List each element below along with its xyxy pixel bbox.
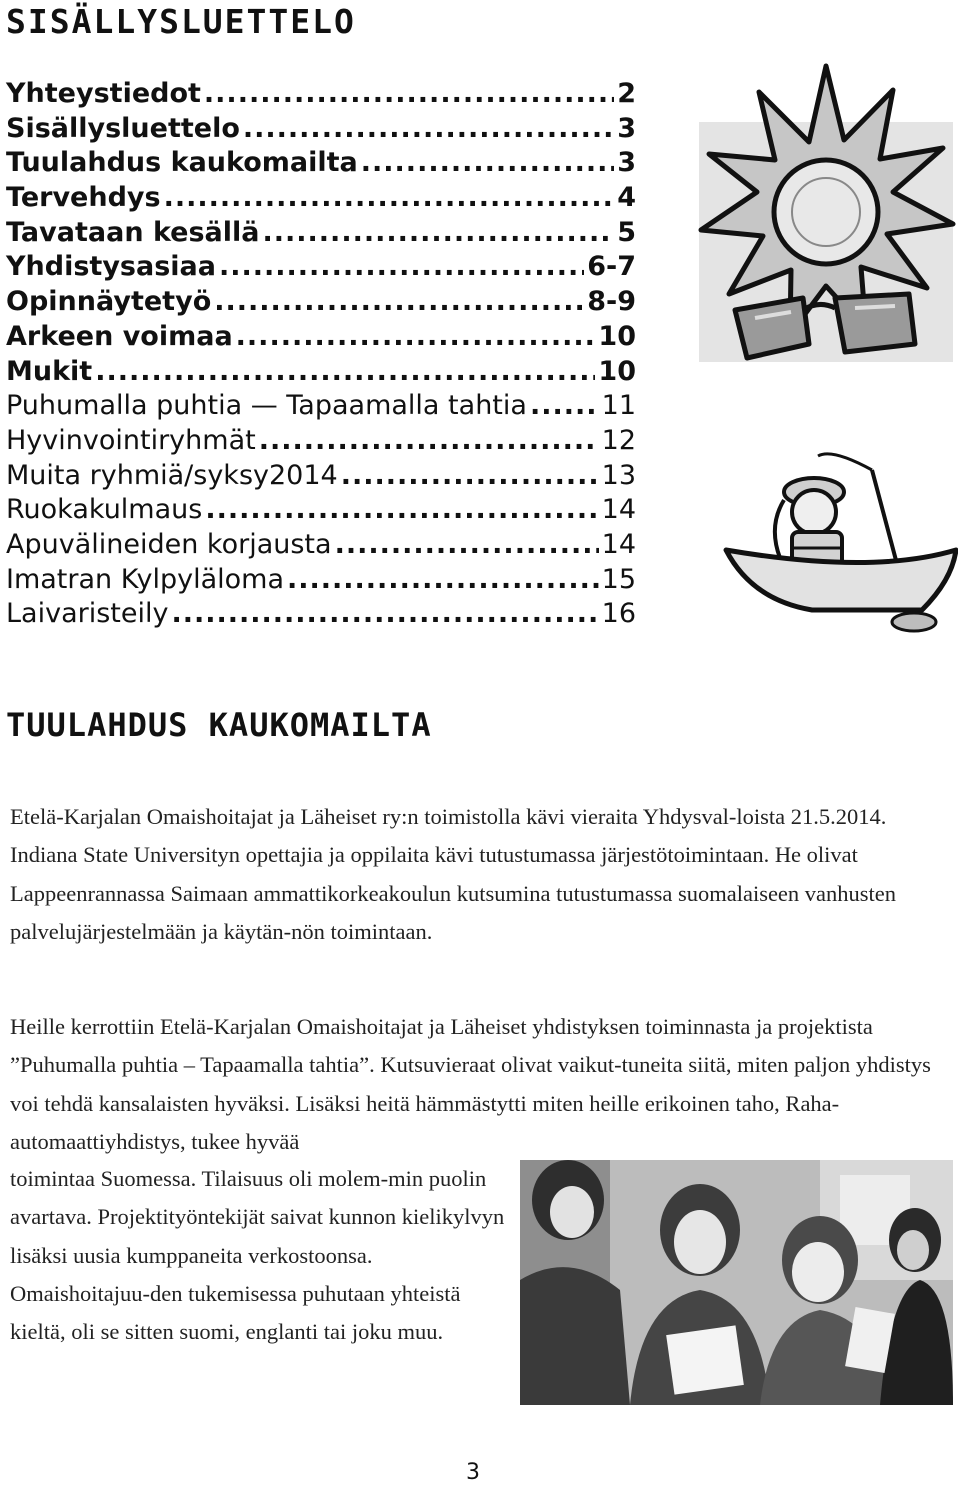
toc-entry-page: 14 [601,528,636,560]
toc-entry [6,147,636,182]
toc-entry-page: 12 [601,424,636,456]
article-paragraph: toimintaa Suomessa. Tilaisuus oli molem-min puolin avartava. Projektityöntekijät saivat kunnon kielikylvyn lisäksi uusia kumppaneita verkostoonsa. Omaishoitajuu-den tukemisessa puhutaan yhteistä kieltä, oli se sitten suomi, englanti tai joku muu. [10,1166,505,1345]
toc-entry [6,78,636,113]
article-paragraph: Etelä-Karjalan Omaishoitajat ja Läheiset ry:n toimistolla kävi vieraita Yhdysval-loista 21.5.2014. Indiana State Universityn opettajia ja oppilaita kävi tutustumassa järjestötoimintaan. He olivat Lappeenrannassa Saimaan ammattikorkeakoulun kutsumina tutustumassa suomalaiseen vanhusten palvelujärjestelmään ja käytän-nön toimintaan. [10,804,897,944]
fishing-boat-illustration [722,440,958,636]
toc-entry [6,356,636,391]
toc-entry [6,529,636,564]
toc-entry-title: Arkeen voimaa [6,320,233,352]
toc-entry-page: 3 [617,112,636,144]
toc-entry [6,598,636,633]
toc-entry-title: Yhdistysasiaa [6,251,216,283]
toc-heading: SISÄLLYSLUETTELO [6,2,356,41]
toc-entry-page: 4 [617,182,636,214]
toc-entry-title: Ruokakulmaus [6,494,203,526]
article-heading: TUULAHDUS KAUKOMAILTA [6,706,432,744]
toc-entry [6,182,636,217]
toc-entry [6,564,636,599]
toc-entry-page: 13 [601,459,636,491]
toc-entry [6,251,636,286]
toc-entry [6,113,636,148]
toc-entry-title: Tavataan kesällä [6,216,260,248]
toc-entry-title: Muita ryhmiä/syksy2014 [6,459,338,491]
toc-entry [6,321,636,356]
toc-entry [6,217,636,252]
toc-entry-title: Sisällysluettelo [6,112,240,144]
toc-entry-title: Laivaristeily [6,598,169,630]
toc-entry-title: Opinnäytetyö [6,286,212,318]
toc-entry-title: Apuvälineiden korjausta [6,528,332,560]
visitors-photo [520,1160,953,1405]
toc-entry-title: Tervehdys [6,182,161,214]
toc-entry-page: 10 [598,320,636,352]
toc-entry [6,494,636,529]
toc-entry-page: 8-9 [587,286,636,318]
toc-entry-page: 11 [601,390,636,422]
toc-entry-page: 15 [601,563,636,595]
page-number: 3 [466,1460,480,1485]
toc-entry [6,425,636,460]
toc-entry [6,286,636,321]
toc-entry-page: 16 [601,598,636,630]
toc-entry-title: Hyvinvointiryhmät [6,424,256,456]
toc-entry-title: Mukit [6,355,93,387]
toc-entry-page: 3 [617,147,636,179]
toc-entry-page: 14 [601,494,636,526]
toc-entry [6,390,636,425]
table-of-contents [6,78,636,633]
toc-entry [6,460,636,495]
toc-entry-title: Yhteystiedot [6,78,201,109]
toc-entry-title: Tuulahdus kaukomailta [6,147,358,179]
toc-entry-page: 6-7 [587,251,636,283]
toc-entry-title: Imatran Kylpyläloma [6,563,284,595]
toc-entry-title: Puhumalla puhtia — Tapaamalla tahtia [6,390,527,422]
sun-with-sunglasses-illustration [695,62,957,387]
article-paragraph: Heille kerrottiin Etelä-Karjalan Omaishoitajat ja Läheiset yhdistyksen toiminnasta ja projektista ”Puhumalla puhtia – Tapaamalla tahtia”. Kutsuvieraat olivat vaikut-tuneita siitä, miten paljon yhdistys voi tehdä kansalaisten hyväksi. Lisäksi heitä hämmästytti miten heille erikoinen taho, Raha-automaattiyhdistys, tukee hyvää [10,1014,931,1154]
toc-entry-page: 2 [617,78,636,109]
toc-entry-page: 5 [617,216,636,248]
toc-entry-page: 10 [598,355,636,387]
